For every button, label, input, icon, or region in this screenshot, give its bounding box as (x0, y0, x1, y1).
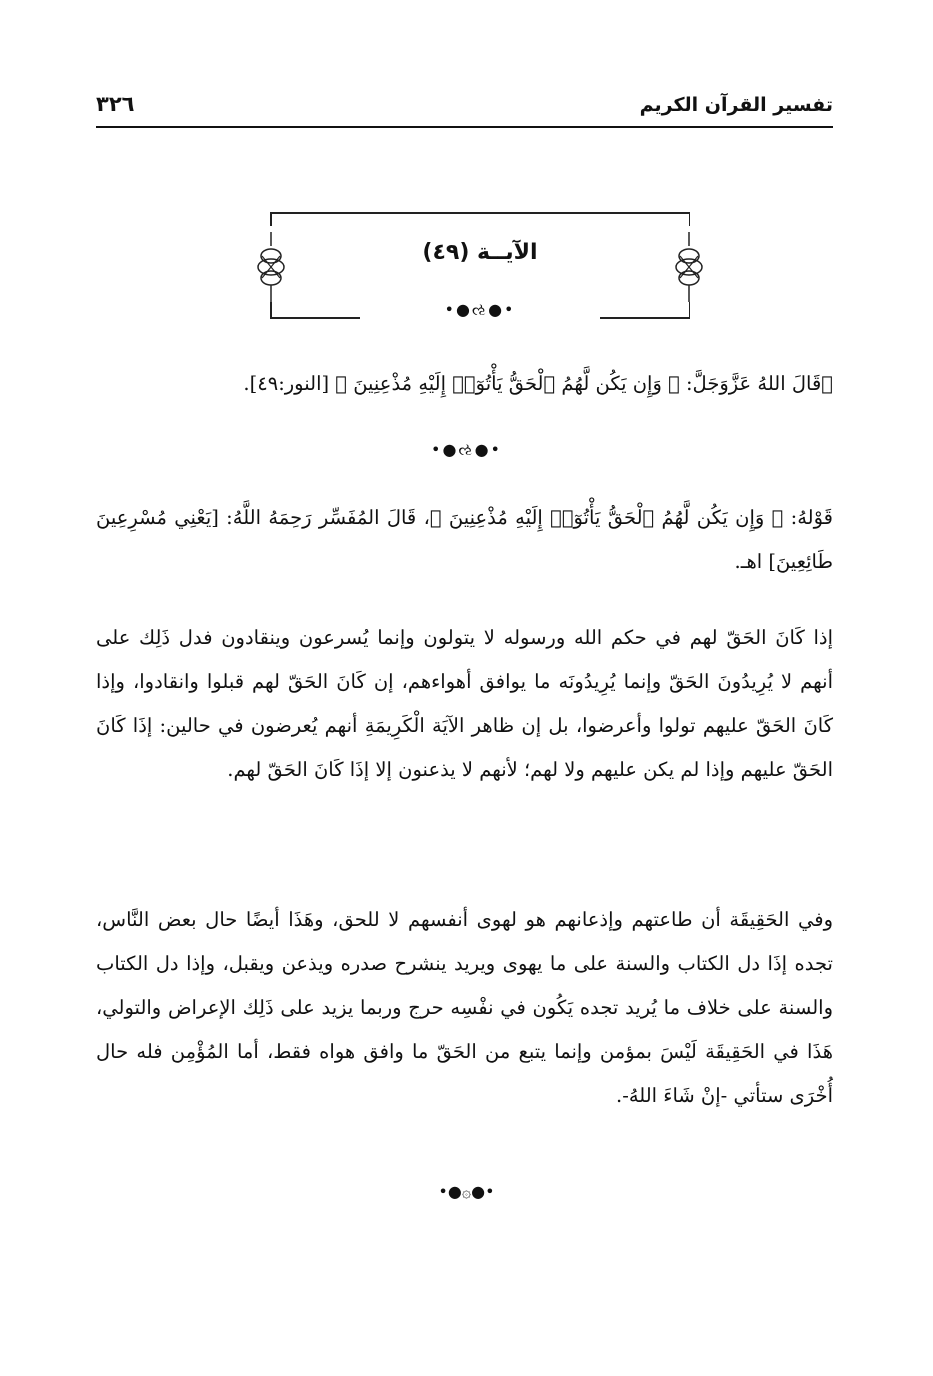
verse-title: الآيــة (٤٩) (422, 240, 538, 265)
verse-ornament: •●ઌ●• (444, 300, 516, 319)
frame-top-line (270, 212, 690, 214)
page-number: ٣٢٦ (96, 92, 135, 116)
quran-quote: ۞قَالَ اللهُ عَزَّوَجَلَّ: ﴿ وَإِن يَكُن لَّهُمُ ٱلْحَقُّ يَأْتُوٓا۟ إِلَيْهِ مُذْعِنِينَ ﴾ [النور:٤٩]. (243, 372, 833, 395)
page-header (96, 86, 833, 128)
book-title: تفسير القرآن الكريم (639, 94, 833, 116)
frame-right-edge (689, 212, 691, 226)
verse-heading-frame (270, 212, 690, 320)
commentary-paragraph: وفي الحَقِيقَة أن طاعتهم وإذعانهم هو لهوى أنفسهم لا للحق، وهَذَا أيضًا حال بعض النَّاس، تجده إذَا دل الكتاب والسنة على ما يهوى ويريد ينشرح صدره ويذعن ويقبل، وإذا دل الكتاب والسنة على خلاف ما يُريد تجده يَكُون في نفْسِه حرج وربما يزيد على ذَلِك الإعراض والتولي، هَذَا في الحَقِيقَة لَيْسَ بمؤمن وإنما يتبع من الحَقّ ما وافق هواه فقط، أما المُؤْمِن فله حال أُخْرَى ستأتي -إنْ شَاءَ اللهُ-. (96, 908, 833, 1107)
frame-left-edge (270, 212, 272, 226)
commentary-paragraph: إذا كَانَ الحَقّ لهم في حكم الله ورسوله لا يتولون وإنما يُسرعون وينقادون فدل ذَلِك على أنهم لا يُرِيدُونَ الحَقّ وإنما يُرِيدُونَه ما يوافق أهواءهم، إن كَانَ الحَقّ لهم قبلوا وانقادوا، وإذا كَانَ الحَقّ عليهم تولوا وأعرضوا، بل إن ظاهر الآيَة الْكَرِيمَةِ أنهم يُعرضون في حالين: إذَا كَانَ الحَقّ عليهم وإذا لم يكن عليهم ولا لهم؛ لأنهم لا يذعنون إلا إذَا كَانَ الحَقّ لهم. (96, 626, 833, 781)
section-divider: •●ઌ●• (431, 440, 502, 459)
commentary-paragraph: قَوْلهُ: ﴿ وَإِن يَكُن لَّهُمُ ٱلْحَقُّ يَأْتُوٓا۟ إِلَيْهِ مُذْعِنِينَ ﴾، قَالَ المُفَسِّر رَحِمَهُ اللَّهُ: [يَعْنِي مُسْرِعِينَ طَائِعِينَ] اهـ. (96, 506, 833, 573)
end-ornament: •●۞●• (438, 1182, 495, 1201)
